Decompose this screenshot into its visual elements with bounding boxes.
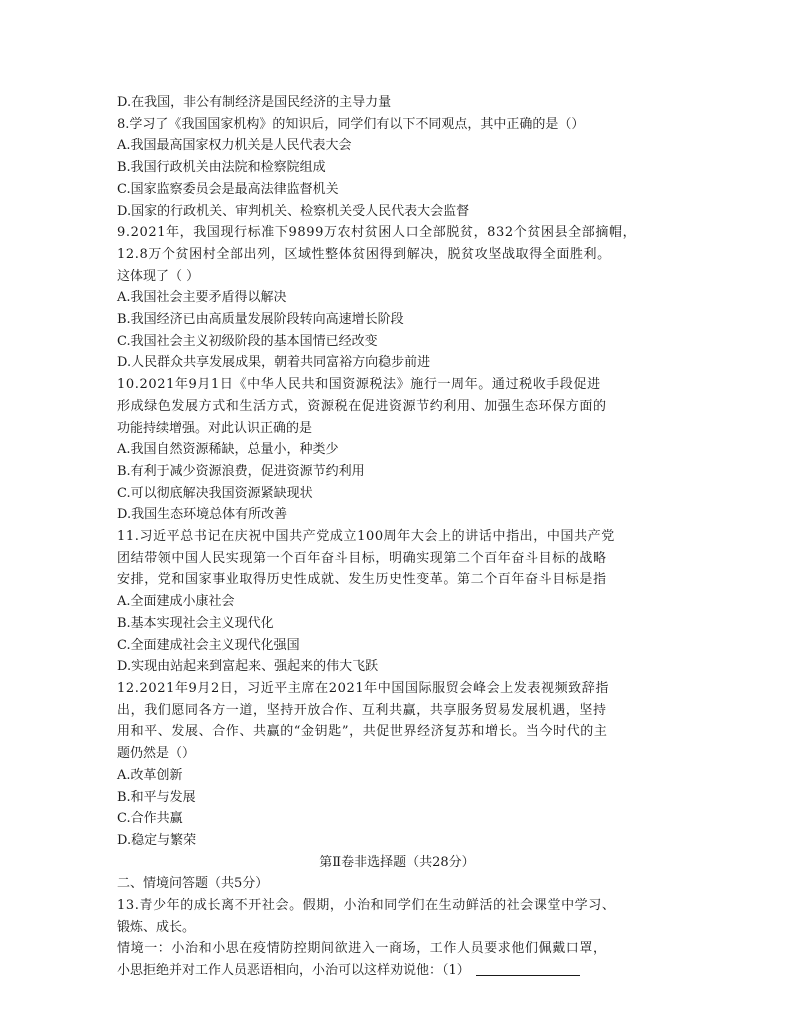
question-12-line-4: 题仍然是（） [117, 746, 196, 762]
question-12-line-3: 用和平、发展、合作、共赢的“金钥匙”，共促世界经济复苏和增长。当今时代的主 [117, 724, 608, 740]
question-13-line-3: 情境一：小治和小思在疫情防控期间欲进入一商场，工作人员要求他们佩戴口罩， [117, 941, 607, 957]
question-11-line-1: 11.习近平总书记在庆祝中国共产党成立100周年大会上的讲话中指出，中国共产党 [117, 529, 615, 545]
question-9-line-3: 这体现了（ ） [117, 268, 200, 284]
question-10-line-1: 10.2021年9月1日《中华人民共和国资源税法》施行一周年。通过税收手段促进 [117, 377, 601, 393]
option-b-q8: B.我国行政机关由法院和检察院组成 [117, 160, 326, 176]
question-8: 8.学习了《我国国家机构》的知识后，同学们有以下不同观点，其中正确的是（） [117, 116, 585, 132]
option-d-q10: D.我国生态环境总体有所改善 [117, 507, 288, 523]
question-10-line-3: 功能持续增强。对此认识正确的是 [117, 420, 313, 436]
question-12-line-2: 出，我们愿同各方一道，坚持开放合作、互利共赢，共享服务贸易发展机遇，坚持 [117, 702, 607, 718]
option-a-q9: A.我国社会主要矛盾得以解决 [117, 290, 287, 306]
option-d-q11: D.实现由站起来到富起来、强起来的伟大飞跃 [117, 659, 379, 675]
option-b-q10: B.有利于减少资源浪费，促进资源节约利用 [117, 463, 365, 479]
option-c-q11: C.全面建成社会主义现代化强国 [117, 637, 300, 653]
part-heading: 二、情境问答题（共5分） [117, 876, 269, 892]
option-b-q9: B.我国经济已由高质量发展阶段转向高速增长阶段 [117, 312, 404, 328]
question-9-line-2: 12.8万个贫困村全部出列，区域性整体贫困得到解决，脱贫攻坚战取得全面胜利。 [117, 246, 611, 262]
option-c-q9: C.我国社会主义初级阶段的基本国情已经改变 [117, 333, 378, 349]
question-13-line-4-text: 小思拒绝并对工作人员恶语相向，小治可以这样劝说他：（1） [117, 963, 470, 979]
question-12-line-1: 12.2021年9月2日，习近平主席在2021年中国国际服贸会峰会上发表视频致辞指 [117, 680, 609, 696]
question-13-line-4 [117, 960, 677, 982]
option-a-q12: A.改革创新 [117, 767, 183, 783]
question-11-line-3: 安排，党和国家事业取得历史性成就、发生历史性变革。第二个百年奋斗目标是指 [117, 572, 607, 588]
option-b-q12: B.和平与发展 [117, 789, 196, 805]
section-title: 第Ⅱ卷非选择题（共28分） [319, 854, 475, 870]
question-13-line-1: 13.青少年的成长离不开社会。假期，小治和同学们在生动鲜活的社会课堂中学习、 [117, 898, 616, 914]
question-11-line-2: 团结带领中国人民实现第一个百年奋斗目标，明确实现第二个百年奋斗目标的战略 [117, 550, 607, 566]
question-9-line-1: 9.2021年，我国现行标准下9899万农村贫困人口全部脱贫，832个贫困县全部摘帽， [117, 225, 637, 241]
option-c-q10: C.可以彻底解决我国资源紧缺现状 [117, 485, 313, 501]
question-13-line-2: 锻炼、成长。 [117, 919, 196, 935]
option-d-q7: D.在我国，非公有制经济是国民经济的主导力量 [117, 95, 392, 110]
option-a-q10: A.我国自然资源稀缺，总量小，种类少 [117, 442, 339, 458]
question-10-line-2: 形成绿色发展方式和生活方式，资源税在促进资源节约利用、加强生态环保方面的 [117, 398, 607, 414]
option-d-q12: D.稳定与繁荣 [117, 832, 197, 848]
option-a-q8: A.我国最高国家权力机关是人民代表大会 [117, 138, 352, 154]
option-b-q11: B.基本实现社会主义现代化 [117, 615, 274, 631]
option-a-q11: A.全面建成小康社会 [117, 594, 235, 610]
option-c-q12: C.合作共赢 [117, 811, 183, 827]
answer-blank[interactable] [476, 961, 580, 976]
option-d-q9: D.人民群众共享发展成果，朝着共同富裕方向稳步前进 [117, 355, 431, 371]
option-c-q8: C.国家监察委员会是最高法律监督机关 [117, 181, 339, 197]
document-page [117, 92, 677, 982]
option-d-q8: D.国家的行政机关、审判机关、检察机关受人民代表大会监督 [117, 203, 470, 219]
